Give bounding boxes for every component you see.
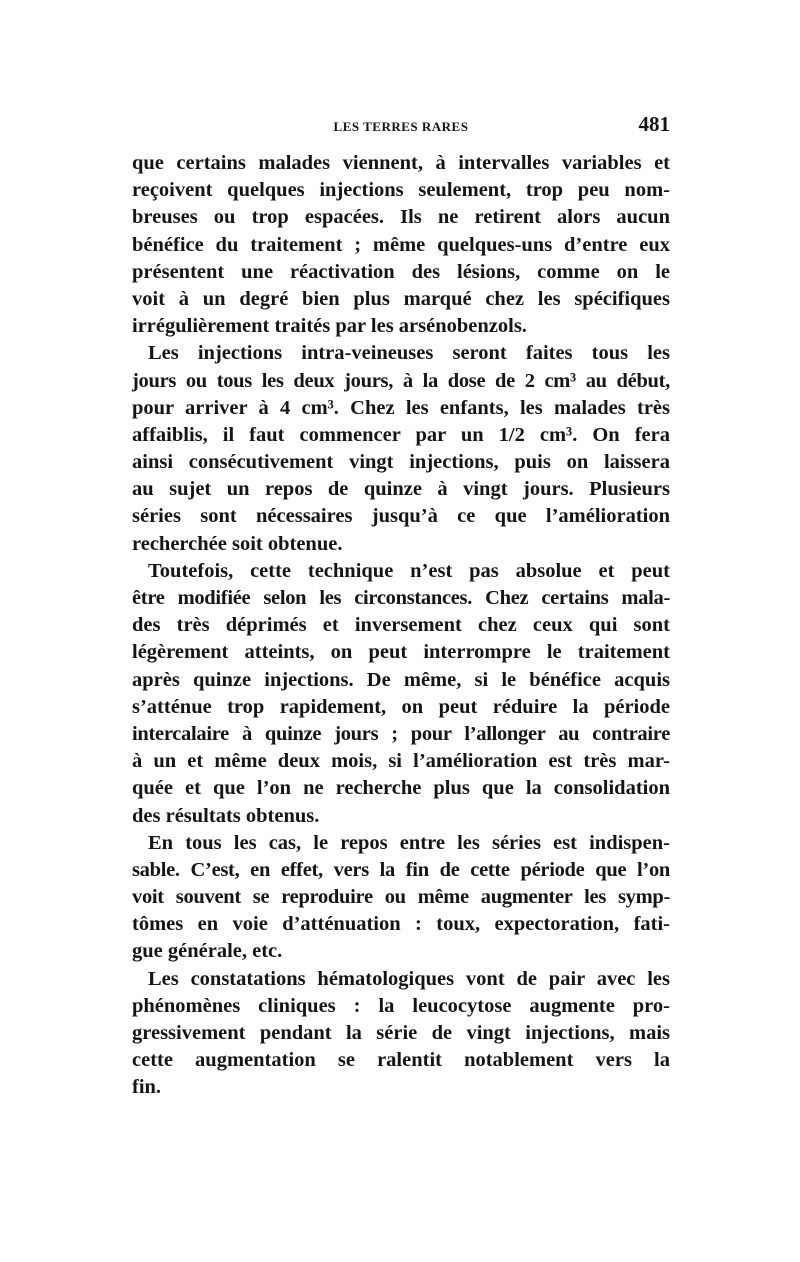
text-line: reçoivent quelques injections seulement, trop peu nom- — [132, 179, 670, 202]
paragraph — [132, 340, 670, 558]
running-header — [132, 108, 670, 138]
text-line: breuses ou trop espacées. Ils ne retirent alors aucun — [132, 206, 670, 229]
text-line: voit à un degré bien plus marqué chez les spécifiques — [132, 287, 670, 310]
text-line: sable. C’est, en effet, vers la fin de cette période que l’on — [132, 858, 670, 881]
paragraph — [132, 966, 670, 1102]
text-line: bénéfice du traitement ; même quelques-uns d’entre eux — [132, 233, 670, 256]
text-line: En tous les cas, le repos entre les séries est indispen- — [148, 831, 670, 854]
text-line: au sujet un repos de quinze à vingt jours. Plusieurs — [132, 478, 670, 501]
text-line: des résultats obtenus. — [132, 804, 320, 827]
text-line: gressivement pendant la série de vingt injections, mais — [132, 1022, 670, 1044]
text-line: tômes en voie d’atténuation : toux, expectoration, fati- — [132, 913, 670, 936]
text-line: légèrement atteints, on peut interrompre le traitement — [132, 641, 670, 664]
page-number: 481 — [638, 112, 670, 136]
text-line: séries sont nécessaires jusqu’à ce que l’amélioration — [132, 505, 670, 528]
text-line: Les injections intra-veineuses seront faites tous les — [148, 342, 670, 365]
text-line: présentent une réactivation des lésions, comme on le — [132, 260, 670, 283]
body-text — [132, 150, 670, 1102]
text-line: fin. — [132, 1076, 162, 1099]
text-line: après quinze injections. De même, si le bénéfice acquis — [132, 668, 670, 691]
text-line: intercalaire à quinze jours ; pour l’allonger au contraire — [132, 722, 670, 745]
paragraph — [132, 150, 670, 340]
paragraph — [132, 830, 670, 966]
text-line: ainsi consécutivement vingt injections, puis on laissera — [132, 451, 670, 474]
text-line: voit souvent se reproduire ou même augmenter les symp- — [132, 886, 670, 909]
text-line: pour arriver à 4 cm³. Chez les enfants, les malades très — [132, 396, 670, 419]
text-line: recherchée soit obtenue. — [132, 532, 343, 555]
text-line: Les constatations hématologiques vont de pair avec les — [148, 967, 670, 990]
text-line: des très déprimés et inversement chez ceux qui sont — [132, 614, 670, 637]
text-line: s’atténue trop rapidement, on peut réduire la période — [132, 695, 670, 718]
running-title: LES TERRES RARES — [333, 119, 469, 134]
text-line: quée et que l’on ne recherche plus que la consolidation — [132, 777, 670, 800]
text-line: que certains malades viennent, à intervalles variables et — [132, 152, 670, 174]
text-line: Toutefois, cette technique n’est pas absolue et peut — [148, 559, 670, 582]
text-line: à un et même deux mois, si l’amélioration est très mar- — [132, 750, 670, 773]
text-line: irrégulièrement traités par les arsénobenzols. — [132, 315, 527, 338]
text-line: affaiblis, il faut commencer par un 1/2 cm³. On fera — [132, 423, 670, 446]
text-line: gue générale, etc. — [132, 940, 283, 963]
text-line: phénomènes cliniques : la leucocytose augmente pro- — [132, 994, 670, 1017]
paragraph — [132, 558, 670, 830]
text-line: être modifiée selon les circonstances. Chez certains mala- — [132, 587, 670, 609]
text-line: jours ou tous les deux jours, à la dose de 2 cm³ au début, — [132, 369, 670, 392]
text-line: cette augmentation se ralentit notablement vers la — [132, 1049, 670, 1072]
